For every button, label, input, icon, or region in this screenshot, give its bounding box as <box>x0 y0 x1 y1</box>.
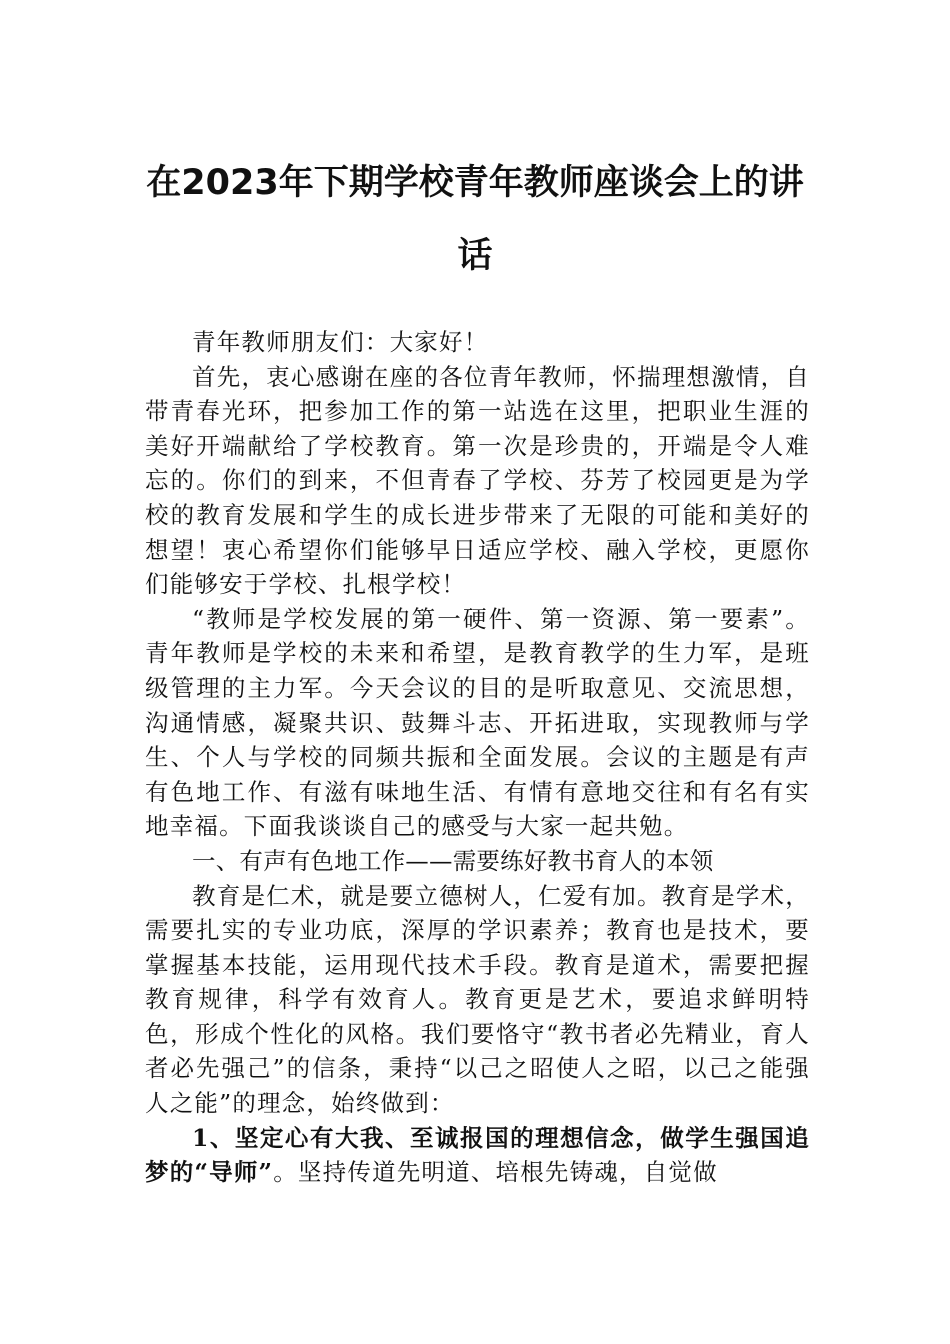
section1-paragraph: 教育是仁术，就是要立德树人，仁爱有加。教育是学术，需要扎实的专业功底，深厚的学识素养；教育也是技术，要掌握基本技能，运用现代技术手段。教育是道术，需要把握教育规律，科学有效育人。教育更是艺术，要追求鲜明特色，形成个性化的风格。我们要恪守“教书者必先精业，育人者必先强己”的信条，秉持“以己之昭使人之昭，以己之能强人之能”的理念，始终做到： <box>145 881 810 1118</box>
document-title-line1: 在2023年下期学校青年教师座谈会上的讲 <box>146 163 804 203</box>
point1-bold-lead: 1、坚定心有大我、至诚报国的理想信念，做学生强国追梦的“导师” <box>145 1123 810 1187</box>
section-heading-1: 一、有声有色地工作——需要练好教书育人的本领 <box>192 846 714 875</box>
point1-text: 。坚持传道先明道、培根先铸魂，自觉做 <box>273 1158 718 1187</box>
intro-paragraph-2: “教师是学校发展的第一硬件、第一资源、第一要素”。青年教师是学校的未来和希望，是教育教学的生力军，是班级管理的主力军。今天会议的目的是听取意见、交流思想，沟通情感，凝聚共识、鼓舞斗志、开拓进取，实现教师与学生、个人与学校的同频共振和全面发展。会议的主题是有声有色地工作、有滋有味地生活、有情有意地交往和有名有实地幸福。下面我谈谈自己的感受与大家一起共勉。 <box>145 604 810 841</box>
document-title-line2: 话 <box>457 236 493 276</box>
document-body <box>145 325 810 1190</box>
point1-paragraph <box>145 1121 810 1190</box>
greeting-paragraph: 青年教师朋友们：大家好！ <box>192 328 489 356</box>
intro-paragraph-1: 首先，衷心感谢在座的各位青年教师，怀揣理想激情，自带青春光环，把参加工作的第一站选在这里，把职业生涯的美好开端献给了学校教育。第一次是珍贵的，开端是令人难忘的。你们的到来，不但青春了学校、芬芳了校园更是为学校的教育发展和学生的成长进步带来了无限的可能和美好的想望！衷心希望你们能够早日适应学校、融入学校，更愿你们能够安于学校、扎根学校！ <box>145 362 810 599</box>
